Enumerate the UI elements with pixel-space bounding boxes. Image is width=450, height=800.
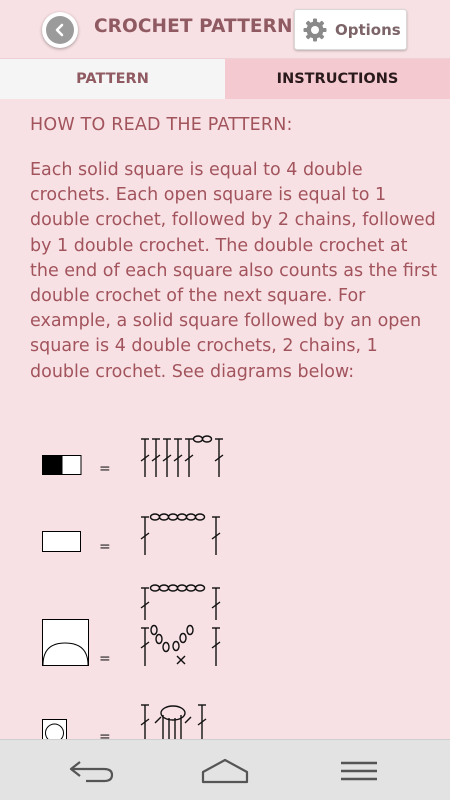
- gear-icon: [302, 17, 328, 43]
- system-nav-bar: [0, 739, 450, 800]
- equals-sign: =: [99, 539, 111, 555]
- solid-open-square-symbol: [42, 455, 82, 475]
- open-square-symbol: [42, 531, 82, 553]
- back-arrow-icon: [46, 16, 74, 44]
- equals-sign: =: [99, 729, 111, 739]
- options-button[interactable]: [294, 9, 407, 50]
- nav-home-icon: [200, 758, 250, 784]
- lacet-diagram: [140, 584, 230, 669]
- app-header: [0, 0, 450, 58]
- nav-menu-button[interactable]: [332, 754, 386, 788]
- section-heading: HOW TO READ THE PATTERN:: [30, 115, 293, 135]
- nav-back-button[interactable]: [64, 754, 118, 788]
- options-label: Options: [335, 20, 401, 39]
- cluster-diagram: [140, 701, 212, 739]
- cluster-square-symbol: [42, 719, 68, 739]
- lacet-square-symbol: [42, 619, 90, 667]
- tab-bar: [0, 58, 450, 99]
- instructions-content: [0, 99, 450, 739]
- nav-menu-icon: [337, 759, 381, 783]
- double-crochet-chain-diagram-2: [140, 513, 230, 558]
- instructions-paragraph: Each solid square is equal to 4 double crochets. Each open square is equal to 1 double crochet, followed by 2 chains, followed by 1 double crochet. The double crochet at the end of each square also counts as the first double crochet of the next square. For example, a solid square followed by an open square is 4 double crochets, 2 chains, 1 double crochet. See diagrams below:: [30, 160, 438, 382]
- equals-sign: =: [99, 651, 111, 667]
- page-title: CROCHET PATTERN: [94, 16, 293, 37]
- back-button[interactable]: [42, 12, 78, 48]
- nav-back-icon: [66, 758, 116, 784]
- nav-home-button[interactable]: [198, 754, 252, 788]
- tab-pattern[interactable]: PATTERN: [0, 59, 225, 99]
- tab-instructions[interactable]: INSTRUCTIONS: [225, 59, 450, 99]
- equals-sign: =: [99, 461, 111, 477]
- double-crochet-chain-diagram-1: [140, 435, 230, 480]
